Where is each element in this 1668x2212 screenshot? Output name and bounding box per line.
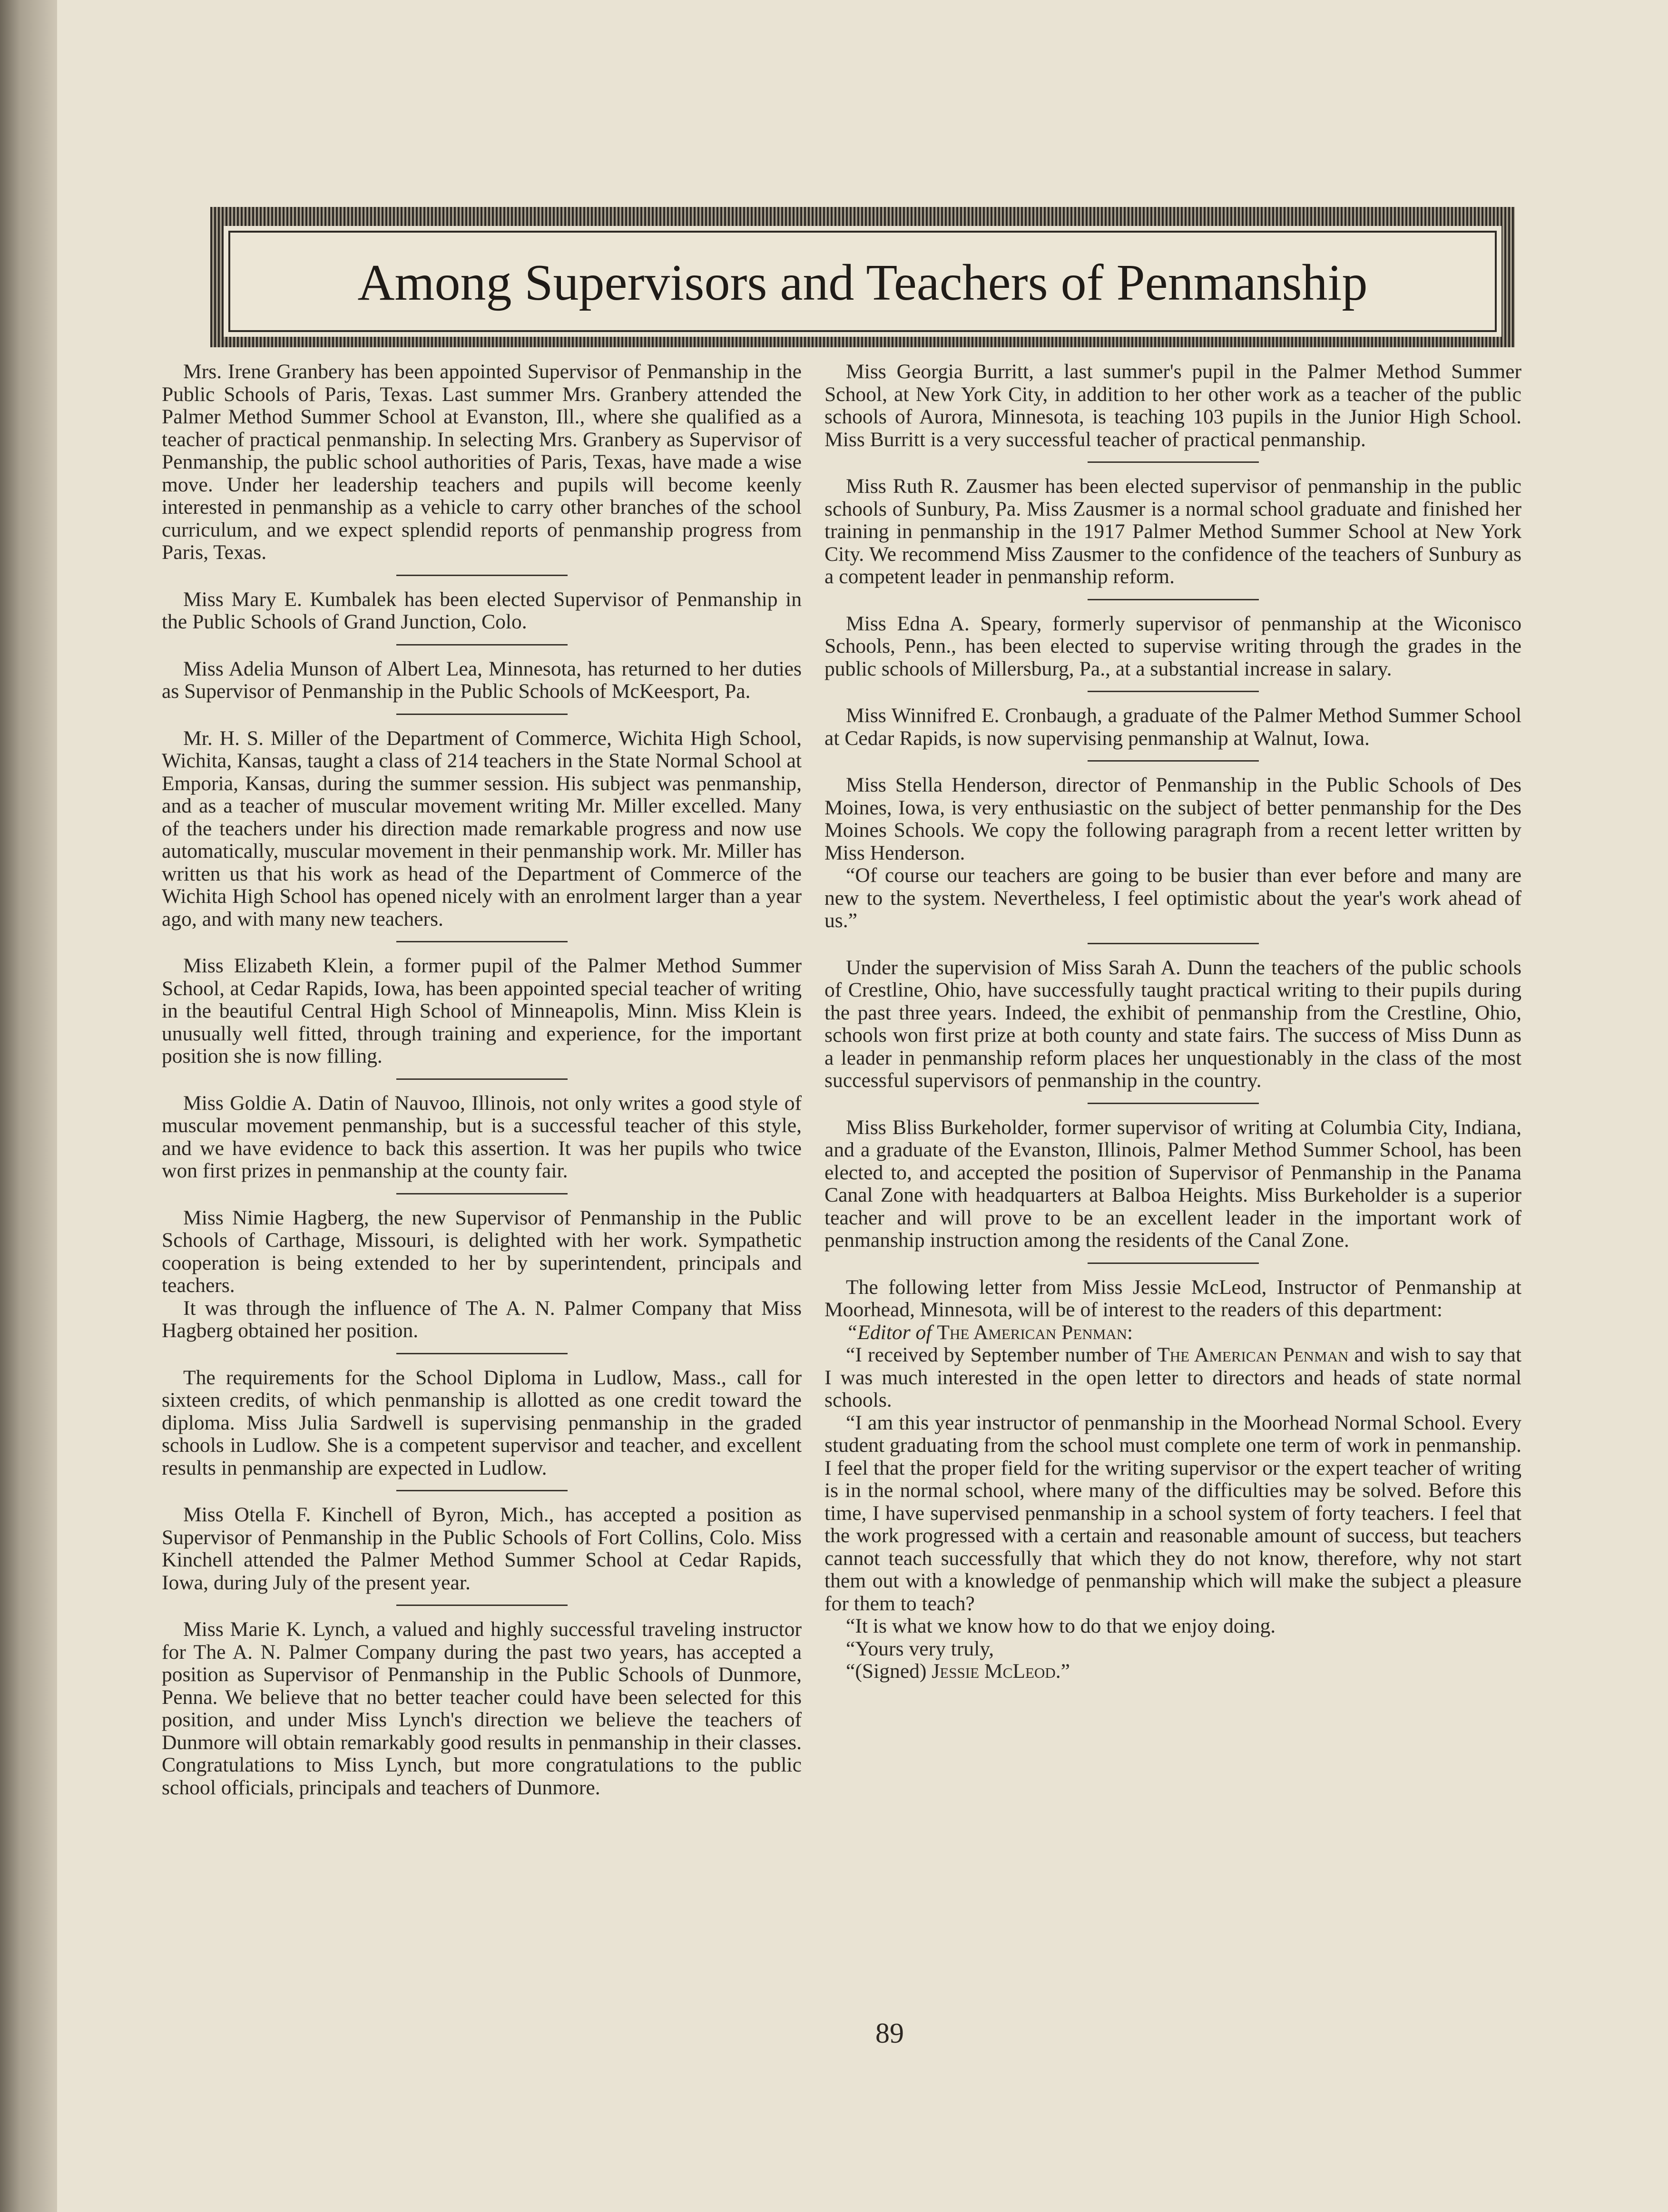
letter-paragraph xyxy=(824,1344,1521,1412)
letter-salutation xyxy=(824,1321,1521,1344)
book-gutter xyxy=(0,0,57,2212)
letter-signature xyxy=(824,1660,1521,1683)
item-divider xyxy=(396,1605,568,1606)
news-item: The following letter from Miss Jessie McLeod, Instructor of Penmanship at Moorhead, Minnesota, will be of interest to the readers of this department: xyxy=(824,1275,1521,1321)
item-divider xyxy=(396,1490,568,1491)
news-item: Miss Elizabeth Klein, a former pupil of the Palmer Method Summer School, at Cedar Rapids, Iowa, has been appointed special teacher of writing in the beautiful Central High School of Minneapolis, Minn. Miss Klein is unusually well fitted, through training and experience, for the important position she is now filling. xyxy=(162,954,802,1067)
news-item: Miss Goldie A. Datin of Nauvoo, Illinois, not only writes a good style of muscular movement penmanship, but is a successful teacher of this style, and we have evidence to back this assertion. It was her pupils who twice won first prizes in penmanship at the county fair. xyxy=(162,1091,802,1182)
quoted-paragraph: “Of course our teachers are going to be busier than ever before and many are new to the system. Nevertheless, I feel optimistic about the year's work ahead of us.” xyxy=(824,864,1521,932)
letter-paragraph: “It is what we know how to do that we enjoy doing. xyxy=(846,1615,1276,1637)
news-item: Mr. H. S. Miller of the Department of Commerce, Wichita High School, Wichita, Kansas, taught a class of 214 teachers in the State Normal School at Emporia, Kansas, during the summer session. His subject was penmanship, and as a teacher of muscular movement writing Mr. Miller excelled. Many of the teachers under his direction made remarkable progress and now use automatically, muscular movement in their penmanship work. Mr. Miller has written us that his work as head of the Department of Commerce of the Wichita High School has opened nicely with an enrolment larger than a year ago, and with many new teachers. xyxy=(162,726,802,930)
news-item: Miss Otella F. Kinchell of Byron, Mich., has accepted a position as Supervisor of Penmanship in the Public Schools of Fort Collins, Colo. Miss Kinchell attended the Palmer Method Summer School at Cedar Rapids, Iowa, during July of the present year. xyxy=(162,1503,802,1594)
news-item: Mrs. Irene Granbery has been appointed Supervisor of Penmanship in the Public Schools of Paris, Texas. Last summer Mrs. Granbery attended the Palmer Method Summer School at Evanston, Ill., where she qualified as a teacher of practical penmanship. In selecting Mrs. Granbery as Supervisor of Penmanship, the public school authorities of Paris, Texas, have made a wise move. Under her leadership teachers and pupils will become keenly interested in penmanship as a vehicle to carry other branches of the school curriculum, and we expect splendid reports of penmanship progress from Paris, Texas. xyxy=(162,360,802,564)
item-divider xyxy=(1088,1103,1259,1104)
item-divider xyxy=(1088,691,1259,692)
news-item: Miss Marie K. Lynch, a valued and highly successful traveling instructor for The A. N. Palmer Company during the past two years, has accepted a position as Supervisor of Penmanship in the Public Schools of Dunmore, Penna. We believe that no better teacher could have been selected for this position, and under Miss Lynch's direction we believe the teachers of Dunmore will obtain remarkably good results in penmanship in their classes. Congratulations to Miss Lynch, but more congratulations to the public school officials, principals and teachers of Dunmore. xyxy=(162,1618,802,1799)
item-divider xyxy=(1088,760,1259,762)
item-divider xyxy=(1088,943,1259,944)
news-item: Miss Nimie Hagberg, the new Supervisor of Penmanship in the Public Schools of Carthage, Missouri, is delighted with her work. Sympathetic cooperation is being extended to her by superintendent, principals and teachers. xyxy=(162,1206,802,1297)
letter-paragraph: “I am this year instructor of penmanship in the Moorhead Normal School. Every student graduating from the school must complete one term of work in penmanship. I feel that the proper field for the writing supervisor or the expert teacher of writing is in the normal school, where many of the difficulties may be solved. Before this time, I have supervised penmanship in a school system of forty teachers. I feel that the work progressed with a certain and reasonable amount of success, but teachers cannot teach successfully that which they do not know, therefore, why not start them out with a knowledge of penmanship which will make the subject a pleasure for them to teach? xyxy=(824,1411,1521,1615)
section-header-frame xyxy=(210,207,1515,347)
item-divider xyxy=(396,941,568,942)
item-divider xyxy=(396,1078,568,1080)
page xyxy=(57,0,1668,2212)
magazine-name: The American Penman xyxy=(1157,1343,1349,1366)
news-item: Under the supervision of Miss Sarah A. Dunn the teachers of the public schools of Crestline, Ohio, have successfully taught practical writing to their pupils during the past three years. Indeed, the exhibit of penmanship from the Crestline, Ohio, schools won first prize at both county and state fairs. The success of Miss Dunn as a leader in penmanship reform places her unquestionably in the class of the most successful supervisors of penmanship in the country. xyxy=(824,956,1521,1092)
news-item: Miss Mary E. Kumbalek has been elected Supervisor of Penmanship in the Public Schools of Grand Junction, Colo. xyxy=(162,587,802,633)
news-item: Miss Winnifred E. Cronbaugh, a graduate of the Palmer Method Summer School at Cedar Rapids, is now supervising penmanship at Walnut, Iowa. xyxy=(824,704,1521,750)
letter-text: “I received by September number of xyxy=(846,1343,1151,1366)
item-divider xyxy=(1088,461,1259,463)
page-number: 89 xyxy=(875,2017,904,2049)
salutation-italic: “Editor of xyxy=(846,1321,932,1344)
section-title: Among Supervisors and Teachers of Penmanship xyxy=(357,254,1368,311)
item-divider xyxy=(1088,1263,1259,1264)
item-divider xyxy=(396,714,568,715)
item-divider xyxy=(1088,599,1259,600)
news-item: Miss Adelia Munson of Albert Lea, Minnesota, has returned to her duties as Supervisor of Penmanship in the Public Schools of McKeesport, Pa. xyxy=(162,657,802,703)
salutation-magazine-name: The American Penman: xyxy=(937,1321,1133,1344)
item-divider xyxy=(396,575,568,576)
news-item: Miss Bliss Burkeholder, former supervisor of writing at Columbia City, Indiana, and a graduate of the Evanston, Illinois, Palmer Method Summer School, has been elected to, and accepted the position of Supervisor of Penmanship in the Panama Canal Zone with headquarters at Balboa Heights. Miss Burkeholder is a superior teacher and will prove to be an excellent leader in the important work of penmanship instruction among the residents of the Canal Zone. xyxy=(824,1116,1521,1252)
item-divider xyxy=(396,1353,568,1354)
news-item: Miss Georgia Burritt, a last summer's pupil in the Palmer Method Summer School, at New York City, in addition to her other work as a teacher of the public schools of Aurora, Minnesota, is teaching 103 pupils in the Junior High School. Miss Burritt is a very successful teacher of practical penmanship. xyxy=(824,360,1521,451)
item-divider xyxy=(396,644,568,646)
signed-label: “(Signed) xyxy=(846,1660,927,1683)
signer-name: Jessie McLeod.” xyxy=(932,1660,1070,1683)
left-column xyxy=(162,361,802,1799)
letter-closing: “Yours very truly, xyxy=(846,1637,994,1660)
news-item: The requirements for the School Diploma in Ludlow, Mass., call for sixteen credits, of which penmanship is allotted as one credit toward the diploma. Miss Julia Sardwell is supervising penmanship in the graded schools in Ludlow. She is a competent supervisor and teacher, and excellent results in penmanship are expected in Ludlow. xyxy=(162,1366,802,1479)
right-column xyxy=(824,361,1521,1683)
news-item: Miss Edna A. Speary, formerly supervisor of penmanship at the Wiconisco Schools, Penn., has been elected to supervise writing through the grades in the public schools of Millersburg, Pa., at a substantial increase in salary. xyxy=(824,612,1521,680)
news-item-continuation: It was through the influence of The A. N. Palmer Company that Miss Hagberg obtained her position. xyxy=(162,1296,802,1342)
item-divider xyxy=(396,1193,568,1194)
news-item: Miss Stella Henderson, director of Penmanship in the Public Schools of Des Moines, Iowa, is very enthusiastic on the subject of better penmanship for the Des Moines Schools. We copy the following paragraph from a recent letter written by Miss Henderson. xyxy=(824,773,1521,864)
letter-text: and wish to say that I was much interested in the open letter to directors and heads of state normal schools. xyxy=(824,1343,1521,1411)
news-item: Miss Ruth R. Zausmer has been elected supervisor of penmanship in the public schools of Sunbury, Pa. Miss Zausmer is a normal school graduate and finished her training in penmanship in the 1917 Palmer Method Summer School at New York City. We recommend Miss Zausmer to the confidence of the teachers of Sunbury as a competent leader in penmanship reform. xyxy=(824,475,1521,588)
